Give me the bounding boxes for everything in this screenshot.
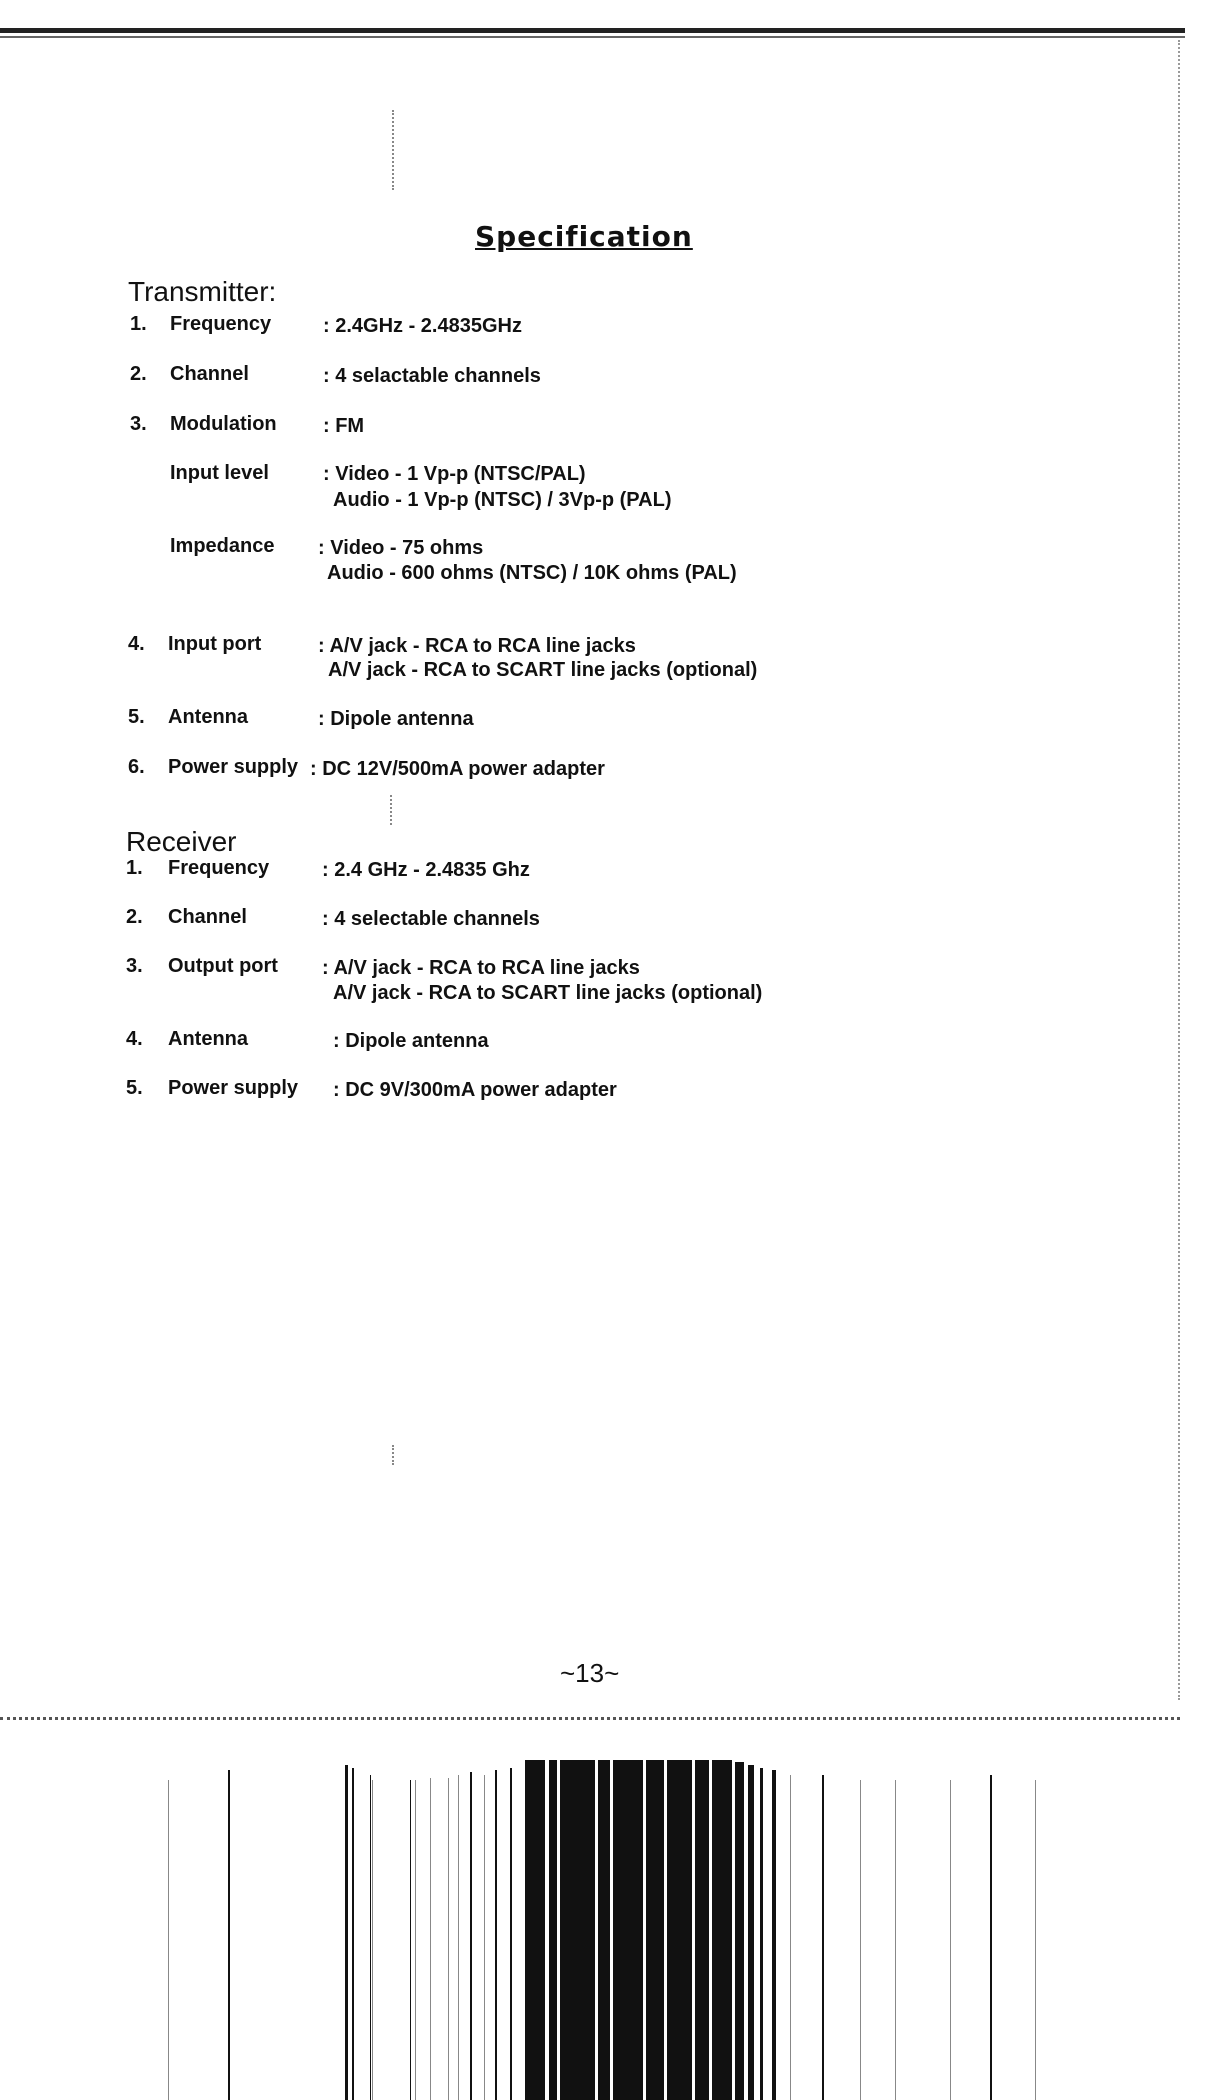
rx-item-4-label: Antenna — [168, 1028, 248, 1050]
scan-bar — [549, 1760, 557, 2100]
tx-item-3-num: 3. — [130, 413, 147, 435]
rx-item-2-value: : 4 selectable channels — [322, 908, 540, 930]
top-rule — [0, 28, 1185, 33]
tx-item-3-value: : FM — [323, 415, 365, 437]
top-rule-thin — [0, 36, 1185, 38]
scan-bar — [345, 1765, 348, 2100]
tx-item-2-num: 2. — [130, 363, 147, 385]
scan-edge-right — [1178, 40, 1180, 1700]
receiver-heading: Receiver — [126, 826, 237, 857]
rx-item-3-value-2: A/V jack - RCA to SCART line jacks (optional) — [333, 982, 763, 1004]
scan-bar — [430, 1778, 431, 2100]
scan-bar — [415, 1780, 416, 2100]
transmitter-heading: Transmitter: — [128, 276, 277, 307]
rx-item-5-label: Power supply — [168, 1077, 299, 1099]
scan-bar — [228, 1770, 230, 2100]
scan-bar — [613, 1760, 643, 2100]
rx-item-1-label: Frequency — [168, 857, 270, 879]
scan-bar — [410, 1780, 411, 2100]
rx-item-3-value-1: : A/V jack - RCA to RCA line jacks — [322, 957, 640, 979]
tx-item-1-value: : 2.4GHz - 2.4835GHz — [323, 315, 522, 337]
scan-bar — [448, 1778, 449, 2100]
scan-bar — [525, 1760, 545, 2100]
tx-impedance-value-1: : Video - 75 ohms — [318, 537, 484, 559]
tx-item-6-label: Power supply — [168, 756, 299, 778]
scan-barcode-artifact — [0, 1720, 1220, 2100]
scan-speck — [390, 795, 392, 825]
rx-item-1-num: 1. — [126, 857, 143, 879]
scan-bar — [822, 1775, 824, 2100]
rx-item-3-label: Output port — [168, 955, 278, 977]
tx-item-1-num: 1. — [130, 313, 147, 335]
scan-bar — [352, 1768, 354, 2100]
tx-item-4-value-1: : A/V jack - RCA to RCA line jacks — [318, 635, 636, 657]
tx-item-4-value-2: A/V jack - RCA to SCART line jacks (optional) — [328, 659, 758, 681]
rx-item-4-value: : Dipole antenna — [333, 1030, 489, 1052]
tx-item-2-label: Channel — [170, 363, 249, 385]
tx-impedance-label: Impedance — [170, 535, 275, 557]
page-number: ~13~ — [560, 1658, 620, 1688]
scan-bar — [168, 1780, 169, 2100]
scan-bar — [510, 1768, 512, 2100]
scan-bar — [560, 1760, 595, 2100]
tx-item-2-value: : 4 selactable channels — [323, 365, 541, 387]
scan-bar — [484, 1775, 485, 2100]
scan-bar — [735, 1762, 744, 2100]
tx-input-level-value-1: : Video - 1 Vp-p (NTSC/PAL) — [323, 463, 586, 485]
page-title: Specification — [475, 220, 693, 253]
tx-item-4-label: Input port — [168, 633, 262, 655]
scan-bar — [760, 1768, 763, 2100]
tx-item-6-value: : DC 12V/500mA power adapter — [310, 758, 605, 780]
rx-item-2-num: 2. — [126, 906, 143, 928]
tx-input-level-label: Input level — [170, 462, 269, 484]
scan-bar — [950, 1780, 951, 2100]
scan-bar — [667, 1760, 692, 2100]
scan-bar — [790, 1775, 791, 2100]
tx-item-5-num: 5. — [128, 706, 145, 728]
tx-input-level-value-2: Audio - 1 Vp-p (NTSC) / 3Vp-p (PAL) — [333, 489, 672, 511]
scan-bar — [458, 1775, 459, 2100]
rx-item-1-value: : 2.4 GHz - 2.4835 Ghz — [322, 859, 530, 881]
scan-speck — [392, 1445, 394, 1465]
tx-item-1-label: Frequency — [170, 313, 272, 335]
rx-item-4-num: 4. — [126, 1028, 143, 1050]
scan-bar — [990, 1775, 992, 2100]
scan-bar — [598, 1760, 610, 2100]
tx-item-6-num: 6. — [128, 756, 145, 778]
rx-item-3-num: 3. — [126, 955, 143, 977]
scan-bar — [646, 1760, 664, 2100]
scan-bar — [372, 1780, 373, 2100]
scan-bar — [712, 1760, 732, 2100]
scan-bar — [695, 1760, 709, 2100]
scan-bar — [748, 1765, 754, 2100]
tx-item-5-label: Antenna — [168, 706, 248, 728]
rx-item-2-label: Channel — [168, 906, 247, 928]
scan-bar — [370, 1775, 371, 2100]
scan-bar — [895, 1780, 896, 2100]
scan-bar — [470, 1772, 472, 2100]
scan-bar — [1035, 1780, 1036, 2100]
tx-item-5-value: : Dipole antenna — [318, 708, 474, 730]
scan-speck — [392, 110, 394, 190]
tx-item-4-num: 4. — [128, 633, 145, 655]
scan-bar — [860, 1780, 861, 2100]
scan-bar — [495, 1770, 497, 2100]
rx-item-5-value: : DC 9V/300mA power adapter — [333, 1079, 617, 1101]
tx-item-3-label: Modulation — [170, 413, 277, 435]
tx-impedance-value-2: Audio - 600 ohms (NTSC) / 10K ohms (PAL) — [327, 562, 737, 584]
rx-item-5-num: 5. — [126, 1077, 143, 1099]
scan-bar — [772, 1770, 776, 2100]
